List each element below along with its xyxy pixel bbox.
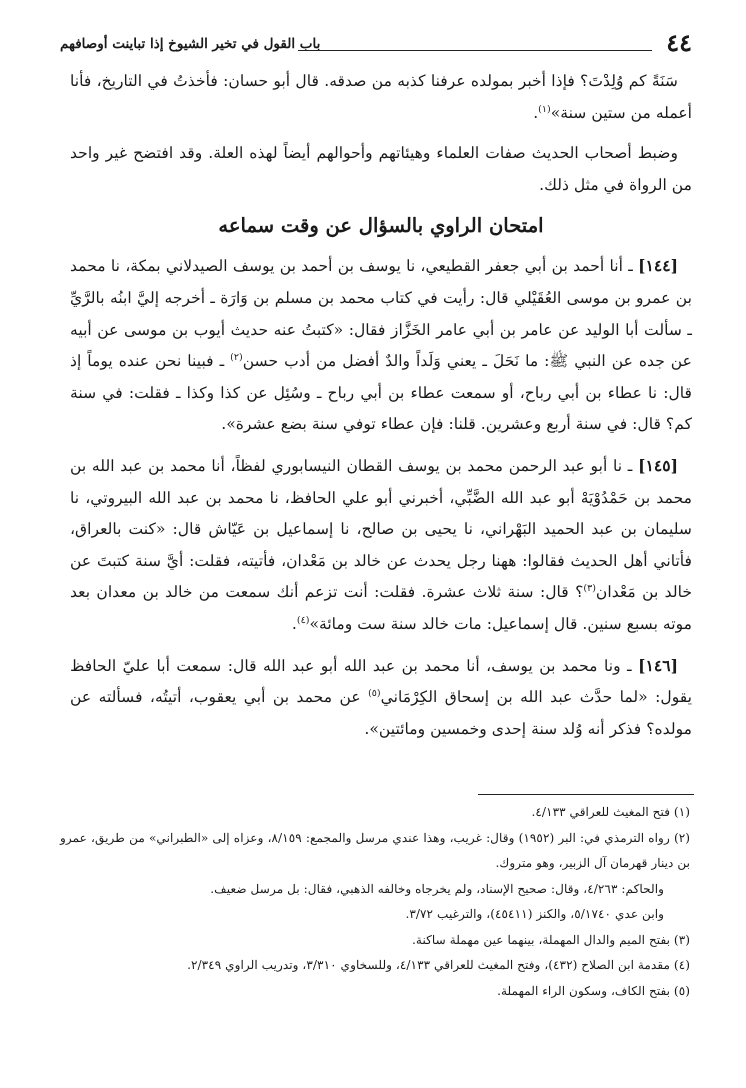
footnote: (٥) بفتح الكاف، وسكون الراء المهملة. [497,983,690,998]
hadith-number: [١٤٥] [638,455,678,475]
hadith-number: [١٤٤] [638,256,678,276]
paragraph: سَنَةً كم وُلِدْتَ؟ فإذا أخبر بمولده عرفنا كذبه من صدقه. قال أبو حسان: فأخذتُ في التاريخ، فأنا أعمله من ستين سنة»$^{(١)}$. [70,72,692,122]
footnotes [60,800,690,1004]
footnote-ref: (٤) [296,614,310,626]
footnote-ref: (١) [538,103,551,115]
main-text [70,66,692,754]
footnote-separator [478,794,694,795]
footnote: (١) فتح المغيث للعراقي ٤/١٣٣. [531,805,690,819]
hadith-145: [١٤٥] ـ نا أبو عبد الرحمن محمد بن يوسف القطان النيسابوري لفظاً، أنا محمد بن عبد الله بن محمد بن حَمْدُوْيَهْ أبو عبد الله الضَّبِّي، أخبرني أبو علي الحافظ، نا محمد بن عبد الله البيروتي، نا سليمان بن عبد الحميد البَهْراني، نا يحيى بن صالح، نا إسماعيل بن عَيّاش قال: «كنت بالعراق، فأتاني أهل الحديث فقالوا: ههنا رجل يحدث عن خالد بن مَعْدان، فأتيته، فقلت: أيَّ سنة كتبتَ عن خالد بن مَعْدان$^{(٣)}$؟ قال: سنة ثلاث عشرة. فقلت: أنت تزعم أنك سمعت من خالد بن معدان بعد موته بسبع سنين. قال إسماعيل: مات خالد سنة ست ومائة»$^{(٤)}$. [70,455,692,633]
hadith-144: [١٤٤] ـ أنا أحمد بن أبي جعفر القطيعي، نا يوسف بن أحمد بن يوسف الصيدلاني بمكة، نا محمد بن عمرو بن موسى العُقَيْلي قال: رأيت في كتاب محمد بن مسلم بن وَارَة ـ أخرجه إليَّ ابنُه بالرَّيِّ ـ سألت أبا الوليد عن عامر بن أبي عامر الخَزَّاز فقال: «كتبتُ عنه حديث أيوب بن موسى عن أبيه عن جده عن النبي ﷺ: ما نَحَلَ ـ يعني وَلَداً والدٌ أفضل من أدب حسن$^{(٢)}$ ـ فبينا نحن عنده يوماً إذ قال: نا عطاء بن أبي رباح، أو سمعت عطاء بن أبي رباح ـ وسُئِل عن كذا وكذا ـ فقلت: في سنة كم؟ قال: في سنة أربع وعشرين. قلنا: فإن عطاء توفي سنة بضع عشرة». [70,256,692,434]
section-heading: امتحان الراوي بالسؤال عن وقت سماعه [218,214,544,238]
footnote-ref: (٢) [230,351,243,363]
footnote-ref: (٥) [368,687,381,699]
footnote: (٢) رواه الترمذي في: البر (١٩٥٢) وقال: غريب، وهذا عندي مرسل والمجمع: ٨/١٥٩، وعزاه إلى «الطبراني» من طريق، عمرو بن دينار قهرمان آل الزبير، وهو متروك. [60,830,691,870]
hadith-146: [١٤٦] ـ ونا محمد بن يوسف، أنا محمد بن عبد الله أبو عبد الله قال: سمعت أبا عليّ الحافظ يقول: «لما حدَّث عبد الله بن إسحاق الكِرْمَاني$^{(٥)}$ عن محمد بن أبي يعقوب، أتيتُه، فسألته عن مولده؟ فذكر أنه وُلد سنة إحدى وخمسين ومائتين». [70,655,692,738]
running-header [60,28,692,58]
footnote: (٤) مقدمة ابن الصلاح (٤٣٢)، وفتح المغيث للعراقي ٤/١٣٣، وللسخاوي ٣/٣١٠، وتدريب الراوي ٢/٣٤٩. [187,958,690,972]
header-rule [298,50,652,51]
footnote-ref: (٣) [583,583,596,595]
page-number: ٤٤ [666,28,692,57]
hadith-number: [١٤٦] [638,655,678,675]
footnote-continuation: وابن عدي ٥/١٧٤٠، والكنز (٤٥٤١١)، والترغيب ٣/٧٢. [405,907,664,921]
paragraph: وضبط أصحاب الحديث صفات العلماء وهيئاتهم وأحوالهم أيضاً لهذه العلة. وقد افتضح غير واحد من الرواة في مثل ذلك. [70,144,692,194]
running-title: باب القول في تخير الشيوخ إذا تباينت أوصافهم [60,36,321,52]
footnote-continuation: والحاكم: ٤/٢٦٣، وقال: صحيح الإسناد، ولم يخرجاه وخالفه الذهبي، فقال: بل مرسل ضعيف. [210,881,664,896]
footnote: (٣) بفتح الميم والدال المهملة، بينهما عين مهملة ساكنة. [412,932,690,947]
